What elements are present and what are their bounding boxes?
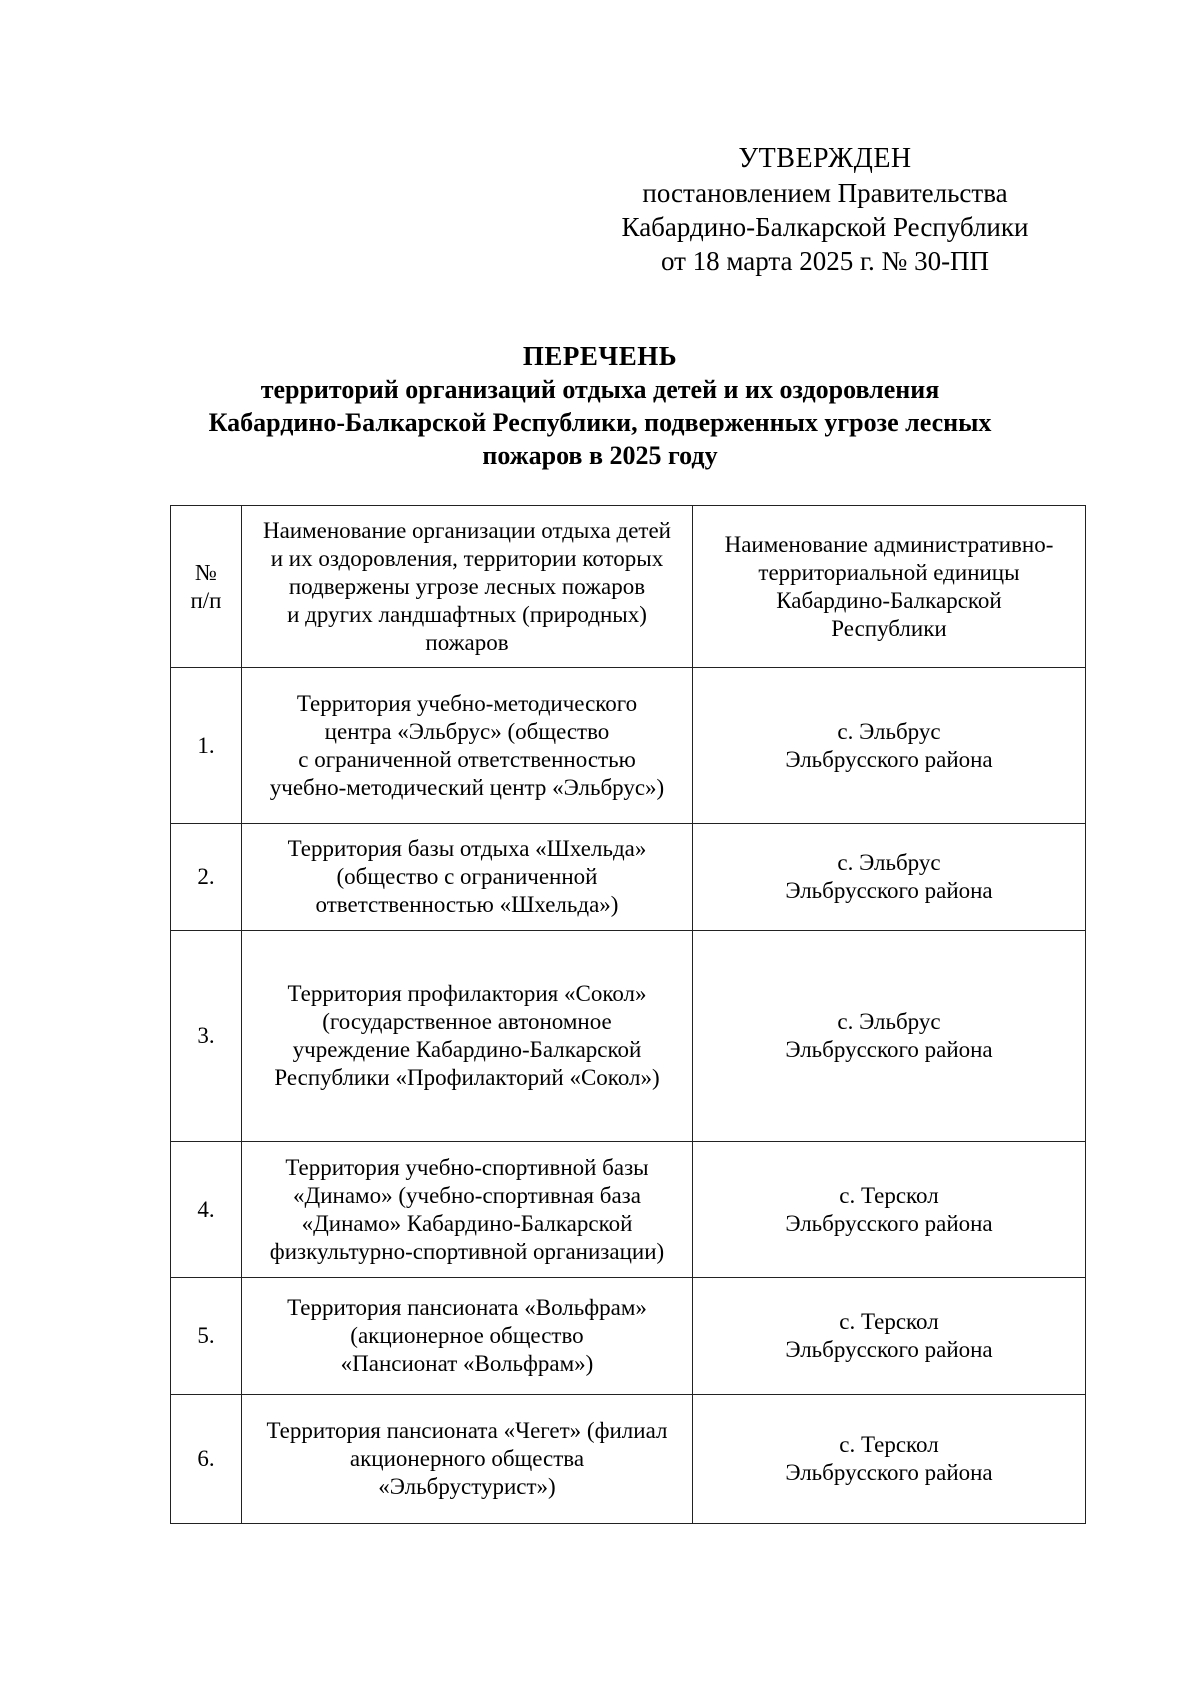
header-text-line: Наименование административно- bbox=[724, 531, 1054, 557]
header-text-line: подвержены угрозе лесных пожаров bbox=[288, 573, 646, 599]
row-number: 2. bbox=[171, 824, 242, 931]
header-text-line: и их оздоровления, территории которых bbox=[270, 545, 664, 571]
approval-line-decree: постановлением Правительства bbox=[642, 178, 1008, 208]
header-number bbox=[171, 506, 242, 668]
cell-text-line: (государственное автономное bbox=[322, 1009, 612, 1034]
cell-text-line: Территория базы отдыха «Шхельда» bbox=[287, 836, 647, 861]
admin-unit-cell bbox=[693, 1278, 1086, 1395]
admin-unit-cell bbox=[693, 1395, 1086, 1524]
header-text-line: Наименование организации отдыха детей bbox=[262, 517, 671, 543]
admin-unit-cell bbox=[693, 668, 1086, 824]
approval-line-date: от 18 марта 2025 г. № 30-ПП bbox=[660, 246, 990, 276]
header-text-line: Кабардино-Балкарской bbox=[776, 587, 1002, 613]
cell-text-line: с. Терскол bbox=[839, 1182, 939, 1208]
header-text-line: Республики bbox=[831, 615, 947, 641]
approval-line-government: Кабардино-Балкарской Республики bbox=[621, 212, 1029, 242]
cell-text-line: Эльбрусского района bbox=[785, 1210, 993, 1236]
document-heading bbox=[150, 340, 1050, 472]
row-number: 1. bbox=[171, 668, 242, 824]
table-row bbox=[171, 931, 1086, 1142]
organization-cell bbox=[242, 824, 693, 931]
cell-text-line: с. Эльбрус bbox=[837, 718, 941, 744]
header-number-abbr: п/п bbox=[190, 587, 222, 613]
header-number-sign: № bbox=[195, 559, 217, 585]
approval-stamp bbox=[580, 142, 1070, 278]
subtitle-line: пожаров в 2025 году bbox=[482, 441, 718, 470]
cell-text-line: физкультурно-спортивной организации) bbox=[269, 1238, 665, 1264]
cell-text-line: Территория пансионата «Чегет» (филиал bbox=[266, 1418, 668, 1443]
admin-unit-cell bbox=[693, 824, 1086, 931]
cell-text-line: с. Терскол bbox=[839, 1432, 939, 1457]
row-number: 6. bbox=[171, 1395, 242, 1524]
header-text-line: территориальной единицы bbox=[758, 559, 1020, 585]
cell-text-line: Эльбрусского района bbox=[785, 1460, 993, 1485]
cell-text-line: акционерного общества bbox=[349, 1446, 585, 1471]
cell-text-line: центра «Эльбрус» (общество bbox=[324, 718, 610, 744]
organization-cell bbox=[242, 1278, 693, 1395]
row-number: 4. bbox=[171, 1142, 242, 1278]
organization-cell bbox=[242, 668, 693, 824]
cell-text-line: Эльбрусского района bbox=[785, 878, 993, 903]
table-header-row bbox=[171, 506, 1086, 668]
cell-text-line: учреждение Кабардино-Балкарской bbox=[292, 1037, 642, 1062]
subtitle-line: Кабардино-Балкарской Республики, подверженных угрозе лесных bbox=[208, 408, 992, 437]
header-text-line: пожаров bbox=[425, 629, 509, 655]
admin-unit-cell bbox=[693, 1142, 1086, 1278]
cell-text-line: Территория пансионата «Вольфрам» bbox=[287, 1295, 647, 1320]
cell-text-line: ответственностью «Шхельда») bbox=[315, 892, 619, 917]
organization-cell bbox=[242, 931, 693, 1142]
row-number: 3. bbox=[171, 931, 242, 1142]
cell-text-line: Республики «Профилакторий «Сокол») bbox=[274, 1065, 660, 1090]
cell-text-line: «Динамо» Кабардино-Балкарской bbox=[301, 1210, 633, 1236]
cell-text-line: Эльбрусского района bbox=[785, 1037, 993, 1062]
cell-text-line: «Пансионат «Вольфрам») bbox=[340, 1351, 594, 1376]
cell-text-line: с. Эльбрус bbox=[837, 850, 941, 875]
approval-title: УТВЕРЖДЕН bbox=[738, 143, 912, 174]
cell-text-line: с ограниченной ответственностью bbox=[298, 746, 636, 772]
cell-text-line: Эльбрусского района bbox=[785, 1337, 993, 1362]
cell-text-line: с. Эльбрус bbox=[837, 1009, 941, 1034]
header-text-line: и других ландшафтных (природных) bbox=[287, 601, 647, 627]
document-title: ПЕРЕЧЕНЬ bbox=[522, 341, 678, 371]
cell-text-line: Эльбрусского района bbox=[785, 746, 993, 772]
table-row bbox=[171, 1395, 1086, 1524]
cell-text-line: Территория профилактория «Сокол» bbox=[287, 981, 647, 1006]
table-row bbox=[171, 1278, 1086, 1395]
cell-text-line: «Динамо» (учебно-спортивная база bbox=[293, 1182, 641, 1208]
subtitle-line: территорий организаций отдыха детей и их оздоровления bbox=[260, 375, 940, 404]
table-row bbox=[171, 668, 1086, 824]
cell-text-line: (общество с ограниченной bbox=[336, 864, 598, 889]
admin-unit-cell bbox=[693, 931, 1086, 1142]
cell-text-line: с. Терскол bbox=[839, 1309, 939, 1334]
cell-text-line: Территория учебно-методического bbox=[296, 690, 638, 716]
row-number: 5. bbox=[171, 1278, 242, 1395]
cell-text-line: учебно-методический центр «Эльбрус») bbox=[269, 774, 665, 800]
header-admin-unit bbox=[693, 506, 1086, 668]
header-organization bbox=[242, 506, 693, 668]
table-row bbox=[171, 824, 1086, 931]
table-row bbox=[171, 1142, 1086, 1278]
organization-cell bbox=[242, 1395, 693, 1524]
territories-table bbox=[170, 505, 1086, 1524]
cell-text-line: Территория учебно-спортивной базы bbox=[285, 1154, 649, 1180]
organization-cell bbox=[242, 1142, 693, 1278]
cell-text-line: «Эльбрустурист») bbox=[378, 1474, 556, 1499]
cell-text-line: (акционерное общество bbox=[350, 1323, 584, 1348]
